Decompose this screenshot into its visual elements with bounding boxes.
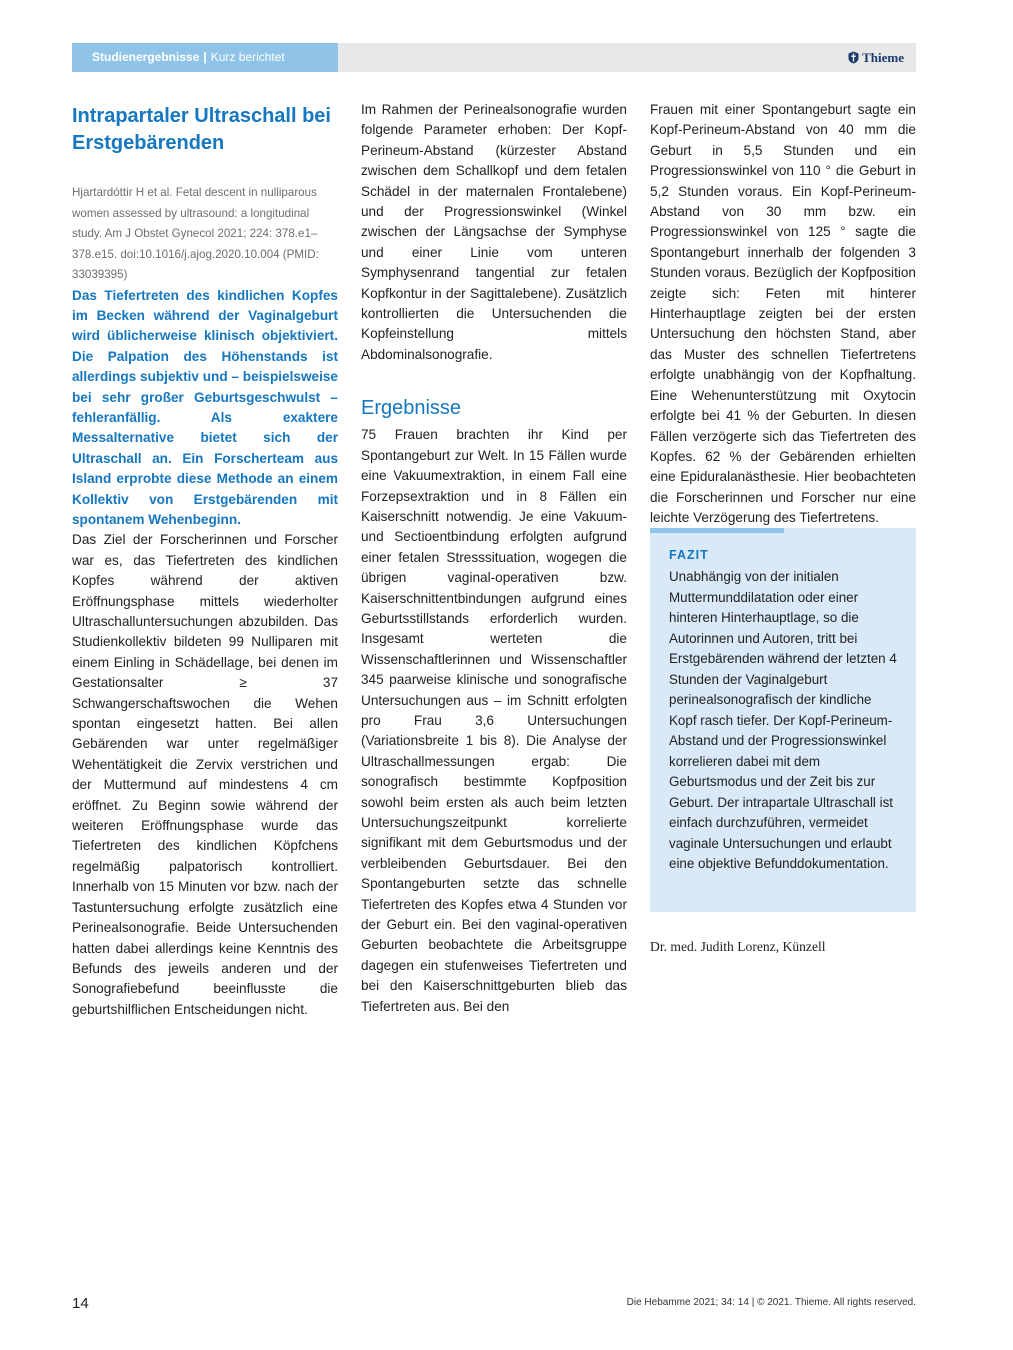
- thieme-logo-icon: [848, 43, 859, 72]
- article-title: Intrapartaler Ultraschall bei Erstgebärenden: [72, 105, 331, 154]
- citation: Hjartardóttir H et al. Fetal descent in nulliparous women assessed by ultrasound: a longitudinal study. Am J Obstet Gynecol 2021; 224: 378.e1–378.e15. doi:10.1016/j.ajog.2020.10.004 (PMID: 33039395): [72, 186, 319, 281]
- subsection-label: Kurz berichtet: [210, 50, 285, 64]
- results-paragraph: 75 Frauen brachten ihr Kind per Spontangeburt zur Welt. In 15 Fällen wurde eine Vakuumextraktion, in einem Fall eine Forzepsextraktion und in 8 Fällen ein Kaiserschnitt notwendig. Je eine Vakuum- und Sectioentbindung erfolgten aufgrund einer fetalen Stresssituation, wogegen die übrigen vaginal-operativen bzw. Kaiserschnittentbindungen aufgrund eines Geburtsstillstands erforderlich wurden. Insgesamt werteten die Wissenschaftlerinnen und Wissenschaftler 345 paarweise klinische und sonografische Untersuchungen aus – im Schnitt erfolgten pro Frau 3,6 Untersuchungen (Variationsbreite 1 bis 8). Die Analyse der Ultraschallmessungen ergab: Die sonografisch bestimmte Kopfposition sowohl beim ersten als auch beim letzten Untersuchungszeitpunkt korrelierte signifikant mit dem Geburtsmodus und der verbleibenden Geburtsdauer. Bei den Spontangeburten setzte das schnelle Tiefertreten des Kopfes etwa 4 Stunden vor der Geburt ein. Bei den vaginal-operativen Geburten beobachtete die Arbeitsgruppe dagegen ein stufenweises Tiefertreten und bei den Kaiserschnittgeburten blieb das Tiefertreten aus. Bei den: [361, 427, 627, 1014]
- column-2: [361, 100, 627, 1017]
- logo-text: Thieme: [862, 50, 904, 65]
- lead-paragraph: Das Tiefertreten des kindlichen Kopfes im Becken während der Vaginalgeburt wird üblicherweise klinisch objektiviert. Die Palpation des Höhenstands ist allerdings subjektiv und – beispielsweise bei sehr großer Geburtsgeschwulst – fehleranfällig. Als exaktere Messalternative bietet sich der Ultraschall an. Ein Forscherteam aus Island erprobte diese Methode an einem Kollektiv von Erstgebärenden mit spontanem Wehenbeginn.: [72, 287, 338, 527]
- journal-info: Die Hebamme 2021; 34: 14 | © 2021. Thieme. All rights reserved.: [626, 1297, 916, 1308]
- fazit-label: FAZIT: [669, 548, 709, 562]
- author-signature: Dr. med. Judith Lorenz, Künzell: [650, 939, 826, 954]
- section-label: Studienergebnisse: [92, 50, 200, 64]
- publisher-logo: [848, 43, 904, 72]
- column-3: [650, 100, 916, 529]
- results-heading: Ergebnisse: [361, 397, 462, 420]
- column-1: [72, 100, 338, 1020]
- results-paragraph-continued: Frauen mit einer Spontangeburt sagte ein Kopf-Perineum-Abstand von 40 mm die Geburt in 5,5 Stunden und ein Progressionswinkel von 110 ° die Geburt in 5,2 Stunden voraus. Ein Kopf-Perineum-Abstand von 30 mm bzw. ein Progressionswinkel von 125 ° sagte die Spontangeburt innerhalb der folgenden 3 Stunden voraus. Bezüglich der Kopfposition zeigte sich: Feten mit hinterer Hinterhauptlage zeigten bei der ersten Untersuchung den höchsten Stand, aber das Muster des schnellen Tiefertretens erfolgte unabhängig von der Kopfhaltung. Eine Wehenunterstützung mit Oxytocin erfolgte bei 41 % der Geburten. In diesen Fällen verzögerte sich das Tiefertreten des Kopfes. 62 % der Gebärenden erhielten eine Epiduralanästhesie. Hier beobachteten die Forscherinnen und Forscher nur eine leichte Verzögerung des Tiefertretens.: [650, 102, 916, 526]
- page-number: 14: [72, 1295, 89, 1312]
- header-right-bar: [338, 43, 916, 72]
- body-paragraph-intro: Das Ziel der Forscherinnen und Forscher war es, das Tiefertreten des kindlichen Kopfes während der aktiven Eröffnungsphase mittels wiederholter Ultraschalluntersuchungen abzubilden. Das Studienkollektiv bildeten 99 Nulliparen mit einem Einling in Schädellage, bei denen im Gestationsalter ≥ 37 Schwangerschaftswochen die Wehen spontan eingesetzt hatten. Bei allen Gebärenden war unter regelmäßiger Wehentätigkeit die Zervix verstrichen und der Muttermund auf mindestens 4 cm eröffnet. Zu Beginn sowie während der weiteren Eröffnungsphase wurde das Tiefertreten des kindlichen Köpfchens regelmäßig palpatorisch kontrolliert. Innerhalb von 15 Minuten vor bzw. nach der Tastuntersuchung erfolgte zusätzlich eine Perinealsonografie. Beide Untersuchenden hatten dabei allerdings keine Kenntnis des Befunds des jeweils anderen und der Sonografiebefund beeinflusste die geburtshilflichen Entscheidungen nicht.: [72, 532, 338, 1017]
- body-paragraph-methods: Im Rahmen der Perinealsonografie wurden folgende Parameter erhoben: Der Kopf-Perineum-Abstand (kürzester Abstand zwischen dem Schallkopf und dem fetalen Schädel in der maternalen Frontalebene) und der Progressionswinkel (Winkel zwischen der Längsachse der Symphyse und einer Linie vom unteren Symphysenrand tangential zur fetalen Kopfkontur in der Sagittalebene). Zusätzlich kontrollierten die Untersuchenden die Kopfeinstellung mittels Abdominalsonografie.: [361, 102, 627, 362]
- header-separator: |: [203, 50, 207, 64]
- fazit-text: Unabhängig von der initialen Muttermunddilatation oder einer hinteren Hinterhauptlage, so die Autorinnen und Autoren, tritt bei Erstgebärenden während der letzten 4 Stunden der Vaginalgeburt perinealsonografisch der kindliche Kopf rasch tiefer. Der Kopf-Perineum-Abstand und der Progressionswinkel korrelieren dabei mit dem Geburtsmodus und der Zeit bis zur Geburt. Der intrapartale Ultraschall ist einfach durchzuführen, vermeidet vaginale Untersuchungen und erlaubt eine objektive Befunddokumentation.: [669, 569, 897, 871]
- section-header-bar: [72, 43, 338, 72]
- fazit-box: [650, 528, 916, 912]
- fazit-accent-bar: [650, 528, 784, 533]
